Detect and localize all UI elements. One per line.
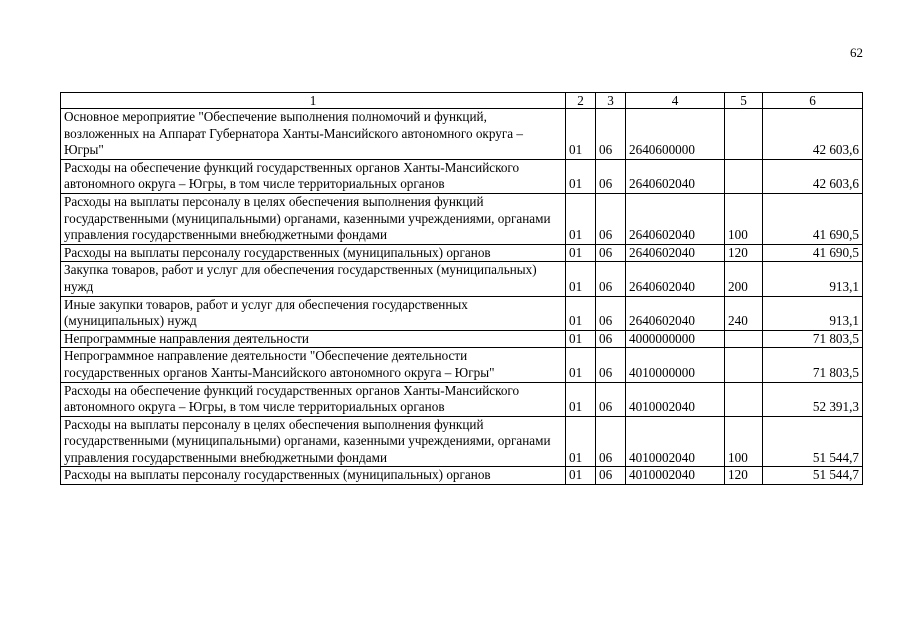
row-subsection-code: 06 <box>596 382 626 416</box>
row-target-code: 2640600000 <box>626 109 725 160</box>
row-amount: 913,1 <box>763 262 863 296</box>
row-name: Расходы на выплаты персоналу государственных (муниципальных) органов <box>61 244 566 262</box>
column-header-2: 2 <box>566 93 596 109</box>
row-name: Расходы на обеспечение функций государственных органов Ханты-Мансийского автономного округа – Югры, в том числе территориальных органов <box>61 159 566 193</box>
row-subsection-code: 06 <box>596 244 626 262</box>
column-header-6: 6 <box>763 93 863 109</box>
row-subsection-code: 06 <box>596 416 626 467</box>
row-target-code: 4010002040 <box>626 382 725 416</box>
row-expense-type-code: 120 <box>725 244 763 262</box>
column-header-3: 3 <box>596 93 626 109</box>
row-section-code: 01 <box>566 193 596 244</box>
row-target-code: 4010002040 <box>626 467 725 485</box>
row-target-code: 2640602040 <box>626 159 725 193</box>
row-expense-type-code <box>725 159 763 193</box>
row-name: Непрограммное направление деятельности "Обеспечение деятельности государственных органов Ханты-Мансийского автономного округа – Югры" <box>61 348 566 382</box>
table-row <box>61 262 863 296</box>
table-row <box>61 382 863 416</box>
row-section-code: 01 <box>566 348 596 382</box>
row-amount: 51 544,7 <box>763 467 863 485</box>
row-expense-type-code <box>725 348 763 382</box>
column-header-5: 5 <box>725 93 763 109</box>
row-section-code: 01 <box>566 330 596 348</box>
table-row <box>61 416 863 467</box>
row-subsection-code: 06 <box>596 296 626 330</box>
row-amount: 913,1 <box>763 296 863 330</box>
column-header-4: 4 <box>626 93 725 109</box>
row-name: Иные закупки товаров, работ и услуг для обеспечения государственных (муниципальных) нужд <box>61 296 566 330</box>
row-name: Расходы на выплаты персоналу государственных (муниципальных) органов <box>61 467 566 485</box>
row-expense-type-code: 100 <box>725 193 763 244</box>
row-name: Непрограммные направления деятельности <box>61 330 566 348</box>
row-target-code: 2640602040 <box>626 244 725 262</box>
row-expense-type-code: 240 <box>725 296 763 330</box>
table-row <box>61 193 863 244</box>
row-name: Расходы на обеспечение функций государственных органов Ханты-Мансийского автономного округа – Югры, в том числе территориальных органов <box>61 382 566 416</box>
row-target-code: 2640602040 <box>626 262 725 296</box>
row-subsection-code: 06 <box>596 330 626 348</box>
budget-table <box>60 92 863 485</box>
row-target-code: 2640602040 <box>626 296 725 330</box>
column-header-1: 1 <box>61 93 566 109</box>
row-expense-type-code: 100 <box>725 416 763 467</box>
row-section-code: 01 <box>566 382 596 416</box>
row-section-code: 01 <box>566 109 596 160</box>
table-row <box>61 159 863 193</box>
row-subsection-code: 06 <box>596 348 626 382</box>
row-name: Расходы на выплаты персоналу в целях обеспечения выполнения функций государственными (муниципальными) органами, казенными учреждениями, органами управления государственными внебюджетными фондами <box>61 416 566 467</box>
row-subsection-code: 06 <box>596 193 626 244</box>
page-number: 62 <box>850 45 863 60</box>
row-section-code: 01 <box>566 262 596 296</box>
row-section-code: 01 <box>566 296 596 330</box>
table-row <box>61 244 863 262</box>
row-name: Основное мероприятие "Обеспечение выполнения полномочий и функций, возложенных на Аппарат Губернатора Ханты-Мансийского автономного округа – Югры" <box>61 109 566 160</box>
row-expense-type-code <box>725 330 763 348</box>
row-expense-type-code: 200 <box>725 262 763 296</box>
row-amount: 71 803,5 <box>763 348 863 382</box>
table-row <box>61 109 863 160</box>
row-target-code: 4010000000 <box>626 348 725 382</box>
row-amount: 41 690,5 <box>763 193 863 244</box>
row-subsection-code: 06 <box>596 159 626 193</box>
table-row <box>61 296 863 330</box>
row-section-code: 01 <box>566 467 596 485</box>
row-subsection-code: 06 <box>596 109 626 160</box>
row-subsection-code: 06 <box>596 262 626 296</box>
row-subsection-code: 06 <box>596 467 626 485</box>
row-amount: 52 391,3 <box>763 382 863 416</box>
table-row <box>61 467 863 485</box>
table-row <box>61 330 863 348</box>
row-expense-type-code: 120 <box>725 467 763 485</box>
row-amount: 71 803,5 <box>763 330 863 348</box>
row-amount: 41 690,5 <box>763 244 863 262</box>
row-expense-type-code <box>725 382 763 416</box>
row-name: Закупка товаров, работ и услуг для обеспечения государственных (муниципальных) нужд <box>61 262 566 296</box>
table-row <box>61 348 863 382</box>
row-target-code: 2640602040 <box>626 193 725 244</box>
row-name: Расходы на выплаты персоналу в целях обеспечения выполнения функций государственными (муниципальными) органами, казенными учреждениями, органами управления государственными внебюджетными фондами <box>61 193 566 244</box>
row-section-code: 01 <box>566 159 596 193</box>
row-amount: 42 603,6 <box>763 109 863 160</box>
row-section-code: 01 <box>566 244 596 262</box>
row-target-code: 4000000000 <box>626 330 725 348</box>
table-header-row <box>61 93 863 109</box>
row-amount: 42 603,6 <box>763 159 863 193</box>
row-target-code: 4010002040 <box>626 416 725 467</box>
row-section-code: 01 <box>566 416 596 467</box>
row-amount: 51 544,7 <box>763 416 863 467</box>
row-expense-type-code <box>725 109 763 160</box>
